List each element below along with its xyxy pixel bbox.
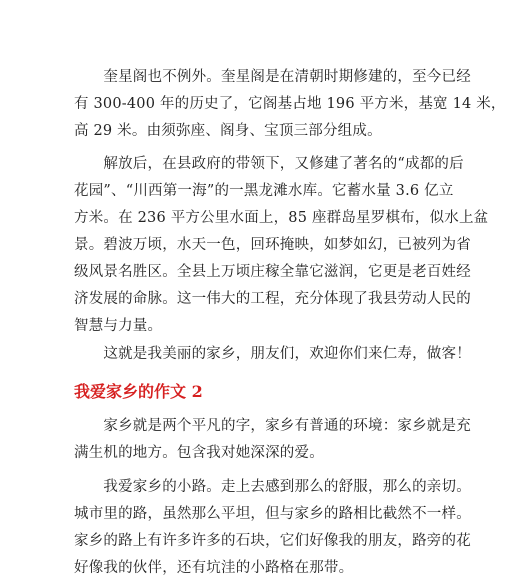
- paragraph-kuixing-pavilion: [74, 64, 506, 145]
- paragraph-welcome: [74, 341, 471, 368]
- text-line: 我爱家乡的小路。走上去感到那么的舒服，那么的亲切。: [74, 479, 471, 495]
- text-line: 有 300-400 年的历史了，它阁基占地 196 平方米，基宽 14 米，: [74, 96, 506, 112]
- section-heading: 我爱家乡的作文 2: [74, 382, 203, 401]
- paragraph-heilongtan-reservoir: [74, 151, 489, 340]
- text-line: 级风景名胜区。全县上万顷庄稼全靠它滋润，它更是老百姓经: [74, 264, 471, 280]
- text-line: 高 29 米。由须弥座、阁身、宝顶三部分组成。: [74, 123, 382, 139]
- text-line: 家乡的路上有许多许多的石块，它们好像我的朋友，路旁的花: [74, 533, 471, 549]
- text-line: 方米。在 236 平方公里水面上，85 座群岛星罗棋布，似水上盆: [74, 210, 489, 226]
- text-line: 解放后，在县政府的带领下，又修建了著名的“成都的后: [74, 156, 464, 172]
- text-line: 智慧与力量。: [74, 318, 163, 334]
- text-line: 景。碧波万顷，水天一色，回环掩映，如梦如幻，已被列为省: [74, 237, 471, 253]
- text-line: 满生机的地方。包含我对她深深的爱。: [74, 445, 324, 461]
- text-line: 花园”、“川西第一海”的一黑龙滩水库。它蓄水量 3.6 亿立: [74, 183, 454, 199]
- text-line: 奎星阁也不例外。奎星阁是在清朝时期修建的，至今已经: [74, 69, 471, 85]
- paragraph-hometown-path: [74, 474, 471, 582]
- paragraph-hometown-intro: [74, 413, 471, 467]
- text-line: 这就是我美丽的家乡，朋友们，欢迎你们来仁寿，做客！: [74, 346, 471, 362]
- text-line: 济发展的命脉。这一伟大的工程，充分体现了我县劳动人民的: [74, 291, 471, 307]
- text-line: 城市里的路，虽然那么平坦，但与家乡的路相比截然不一样。: [74, 506, 471, 522]
- text-line: 好像我的伙伴，还有坑洼的小路格在那带。: [74, 560, 354, 576]
- text-line: 家乡就是两个平凡的字，家乡有普通的环境：家乡就是充: [74, 418, 471, 434]
